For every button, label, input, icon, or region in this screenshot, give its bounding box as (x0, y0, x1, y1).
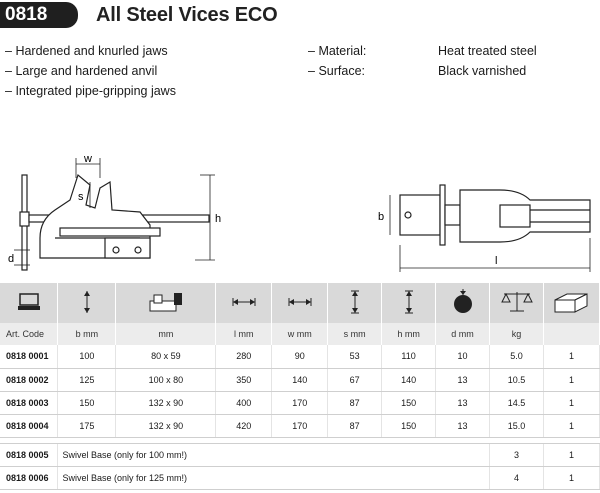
feature-item: – Hardened and knurled jaws (5, 41, 176, 61)
s-dimension-icon (328, 283, 382, 323)
d-diameter-icon (436, 283, 490, 323)
unit-cell: kg (490, 323, 544, 345)
art-code: 0818 0002 (0, 368, 58, 391)
spec-label: – Material: (308, 41, 438, 61)
spec-row-surface (308, 61, 537, 81)
w-dimension-icon (272, 283, 328, 323)
vice-side-view-drawing (0, 150, 240, 280)
table-row (0, 368, 600, 391)
table-cell: 100 x 80 (116, 368, 216, 391)
feature-item: – Integrated pipe-gripping jaws (5, 81, 176, 101)
page-title: All Steel Vices ECO (96, 4, 278, 26)
header (0, 0, 600, 32)
table-cell: 87 (328, 414, 382, 437)
product-code-badge: 0818 (0, 2, 78, 28)
table-cell: 140 (382, 368, 436, 391)
unit-cell: d mm (436, 323, 490, 345)
dim-label-h: h (215, 213, 222, 225)
spec-value: Black varnished (438, 64, 527, 78)
accessory-description: Swivel Base (only for 100 mm!) (58, 443, 490, 466)
art-code: 0818 0003 (0, 391, 58, 414)
h-dimension-icon (382, 283, 436, 323)
unit-cell (543, 323, 599, 345)
table-cell: 53 (328, 345, 382, 368)
table-cell: 14.5 (490, 391, 544, 414)
art-code: 0818 0001 (0, 345, 58, 368)
table-cell: 170 (272, 414, 328, 437)
table-cell: 13 (436, 391, 490, 414)
unit-header-row (0, 323, 600, 345)
l-dimension-icon (216, 283, 272, 323)
b-dimension-icon (58, 283, 116, 323)
unit-cell: w mm (272, 323, 328, 345)
table-cell: 350 (216, 368, 272, 391)
unit-cell: h mm (382, 323, 436, 345)
icon-header-row (0, 283, 600, 323)
table-cell: 100 (58, 345, 116, 368)
table-cell: 90 (272, 345, 328, 368)
dim-label-d: d (8, 253, 15, 265)
dim-label-s: s (78, 191, 84, 203)
table-cell: 150 (382, 414, 436, 437)
table-cell: 1 (543, 345, 599, 368)
table-cell: 420 (216, 414, 272, 437)
table-cell: 1 (543, 466, 599, 489)
table-cell: 1 (543, 368, 599, 391)
vice-jaw-icon (116, 283, 216, 323)
specification-table (0, 283, 600, 490)
vice-top-view-drawing (370, 150, 600, 280)
table-cell: 150 (58, 391, 116, 414)
table-cell: 132 x 90 (116, 414, 216, 437)
table-cell: 280 (216, 345, 272, 368)
table-cell: 170 (272, 391, 328, 414)
table-cell: 125 (58, 368, 116, 391)
dim-label-l: l (495, 255, 498, 267)
table-row (0, 414, 600, 437)
table-cell: 10.5 (490, 368, 544, 391)
box-pack-icon (543, 283, 599, 323)
table-cell: 175 (58, 414, 116, 437)
table-cell: 87 (328, 391, 382, 414)
table-cell: 15.0 (490, 414, 544, 437)
unit-cell: mm (116, 323, 216, 345)
unit-cell: s mm (328, 323, 382, 345)
dim-label-b: b (378, 211, 385, 223)
table-cell: 1 (543, 414, 599, 437)
technical-drawings (0, 150, 600, 280)
table-cell: 150 (382, 391, 436, 414)
unit-cell: l mm (216, 323, 272, 345)
table-cell: 110 (382, 345, 436, 368)
accessory-row (0, 443, 600, 466)
table-cell: 80 x 59 (116, 345, 216, 368)
feature-list (5, 41, 176, 101)
spec-label: – Surface: (308, 61, 438, 81)
table-cell: 10 (436, 345, 490, 368)
spec-list (308, 41, 537, 81)
table-cell: 132 x 90 (116, 391, 216, 414)
table-cell: 140 (272, 368, 328, 391)
dim-label-w: w (84, 153, 92, 165)
table-cell: 67 (328, 368, 382, 391)
art-code: 0818 0004 (0, 414, 58, 437)
table-cell: 4 (490, 466, 544, 489)
table-cell: 1 (543, 443, 599, 466)
table-cell: 3 (490, 443, 544, 466)
table-cell: 5.0 (490, 345, 544, 368)
accessory-description: Swivel Base (only for 125 mm!) (58, 466, 490, 489)
unit-cell: b mm (58, 323, 116, 345)
scale-weight-icon (490, 283, 544, 323)
table-cell: 1 (543, 391, 599, 414)
table-cell: 13 (436, 368, 490, 391)
computer-icon (0, 283, 58, 323)
art-code: 0818 0005 (0, 443, 58, 466)
spec-value: Heat treated steel (438, 44, 537, 58)
unit-cell: Art. Code (0, 323, 58, 345)
table-row (0, 391, 600, 414)
table-cell: 13 (436, 414, 490, 437)
spec-row-material (308, 41, 537, 61)
table-cell: 400 (216, 391, 272, 414)
accessory-row (0, 466, 600, 489)
art-code: 0818 0006 (0, 466, 58, 489)
feature-item: – Large and hardened anvil (5, 61, 176, 81)
table-row (0, 345, 600, 368)
